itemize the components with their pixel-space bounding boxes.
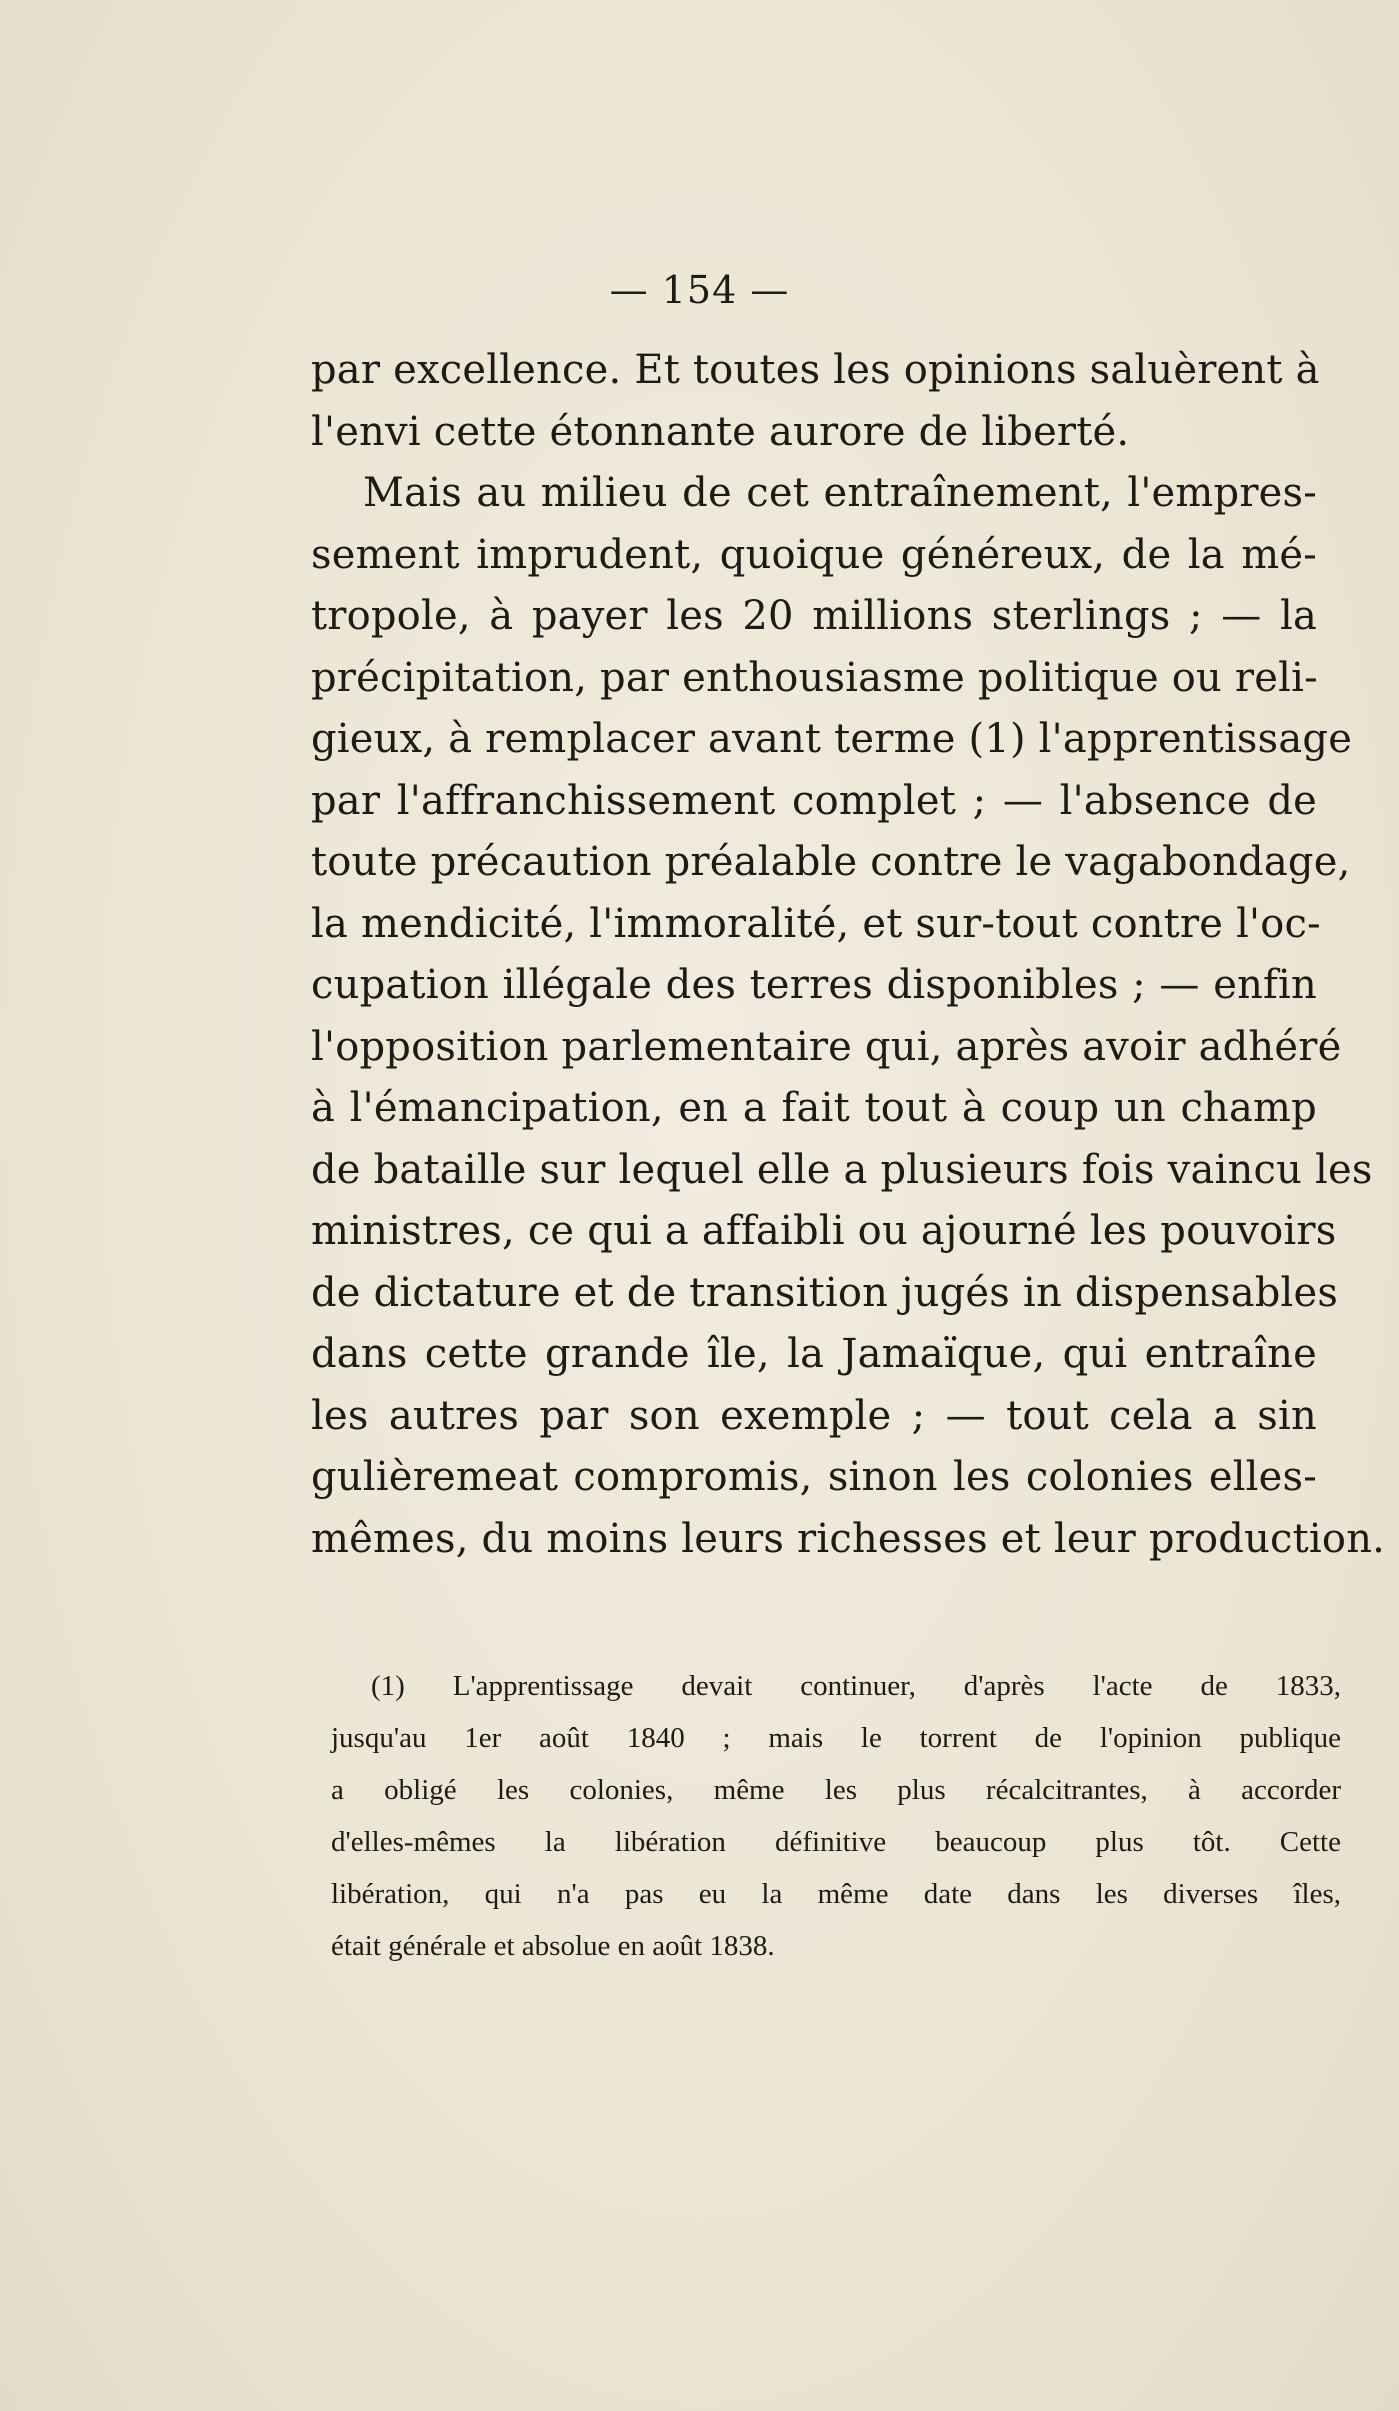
body-line: cupation illégale des terres disponibles ; — enfin — [311, 962, 1317, 1008]
body-line: par l'affranchissement complet ; — l'absence de — [311, 777, 1317, 824]
footnote-line: jusqu'au 1er août 1840 ; mais le torrent de l'opinion publique — [331, 1722, 1341, 1754]
body-line: Mais au milieu de cet entraînement, l'empres- — [363, 470, 1317, 516]
body-line: les autres par son exemple ; — tout cela a sin — [311, 1392, 1317, 1439]
body-line: ministres, ce qui a affaibli ou ajourné les pouvoirs — [311, 1208, 1337, 1254]
footnote — [331, 1660, 1341, 1972]
body-text — [311, 340, 1386, 1570]
body-line: sement imprudent, quoique généreux, de la mé- — [311, 531, 1317, 578]
body-line: gieux, à remplacer avant terme (1) l'apprentissage — [311, 716, 1353, 762]
footnote-line: d'elles-mêmes la libération définitive beaucoup plus tôt. Cette — [331, 1826, 1341, 1858]
body-line: l'opposition parlementaire qui, après avoir adhéré — [311, 1023, 1342, 1070]
body-line: par excellence. Et toutes les opinions saluèrent à — [311, 347, 1320, 393]
footnote-line: était générale et absolue en août 1838. — [331, 1930, 775, 1962]
body-line: l'envi cette étonnante aurore de liberté. — [311, 408, 1130, 455]
footnote-line: a obligé les colonies, même les plus récalcitrantes, à accorder — [331, 1774, 1341, 1806]
body-line: de dictature et de transition jugés in dispensables — [311, 1269, 1339, 1316]
body-line: précipitation, par enthousiasme politique ou reli- — [311, 654, 1318, 701]
body-line: de bataille sur lequel elle a plusieurs fois vaincu les — [311, 1146, 1373, 1193]
body-line: gulièremeat compromis, sinon les colonies elles- — [311, 1454, 1317, 1500]
body-line: mêmes, du moins leurs richesses et leur production. — [311, 1515, 1386, 1562]
page-number: — 154 — — [609, 268, 790, 312]
body-line: dans cette grande île, la Jamaïque, qui entraîne — [311, 1331, 1317, 1377]
body-line: la mendicité, l'immoralité, et sur-tout contre l'oc- — [311, 900, 1321, 947]
body-line: toute précaution préalable contre le vagabondage, — [311, 839, 1351, 885]
footnote-line: (1) L'apprentissage devait continuer, d'après l'acte de 1833, — [371, 1670, 1341, 1702]
body-line: à l'émancipation, en a fait tout à coup un champ — [311, 1085, 1317, 1131]
body-line: tropole, à payer les 20 millions sterlings ; — la — [311, 593, 1317, 639]
footnote-line: libération, qui n'a pas eu la même date dans les diverses îles, — [331, 1878, 1341, 1910]
